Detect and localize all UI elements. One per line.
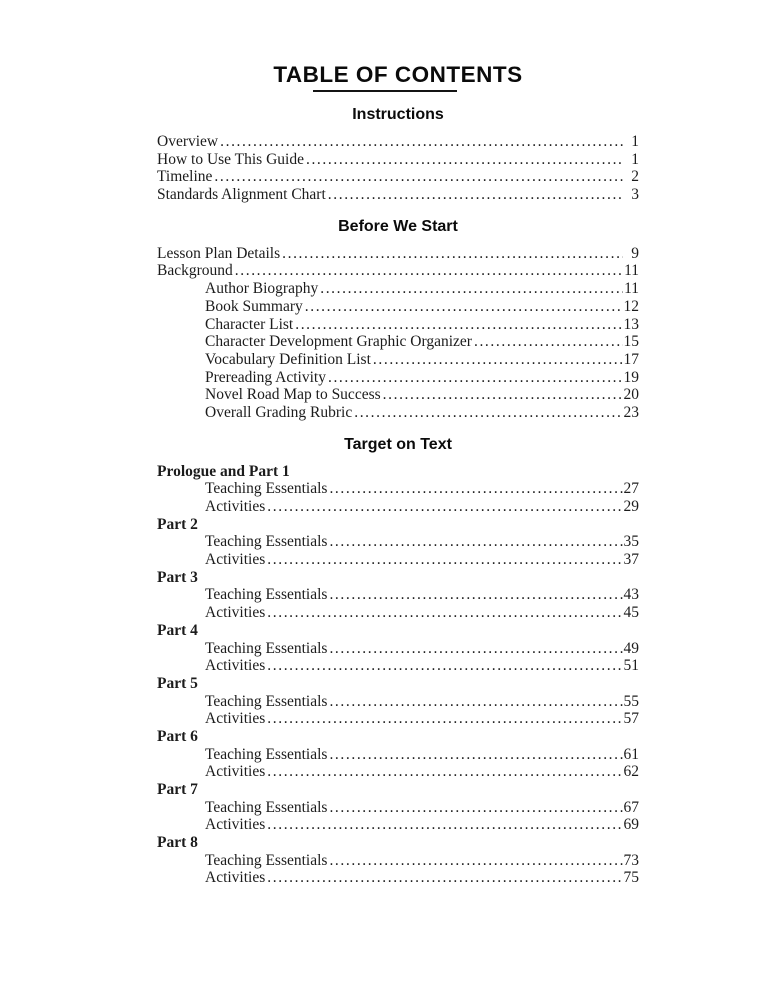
- dot-leader: [304, 151, 623, 169]
- toc-entry-label: Character List: [205, 315, 294, 333]
- toc-entry: [157, 746, 639, 764]
- toc-entry-label: Book Summary: [205, 297, 303, 315]
- toc-entry: [157, 799, 639, 817]
- toc-entry: [157, 386, 639, 404]
- dot-leader: [371, 351, 623, 369]
- toc-entry-label: Activities: [205, 498, 266, 515]
- dot-leader: [212, 168, 623, 186]
- toc-entry: [157, 533, 639, 551]
- toc-entry: [157, 710, 639, 728]
- dot-leader: [303, 298, 623, 316]
- toc-entry-label: Part 2: [157, 515, 198, 533]
- toc-entry-label: Teaching Essentials: [205, 639, 328, 657]
- toc-entry-label: Activities: [205, 551, 266, 569]
- toc-entry-page: 62: [623, 763, 639, 781]
- toc-entry-label: Teaching Essentials: [205, 692, 328, 710]
- toc-part-header: [157, 675, 639, 693]
- toc-entry: [157, 151, 639, 169]
- toc-entry-label: Activities: [205, 657, 266, 675]
- toc-entry-page: 37: [623, 551, 639, 569]
- toc-entry: [157, 498, 639, 516]
- toc-entry: [157, 640, 639, 658]
- toc-entry: [157, 333, 639, 351]
- toc-entry-page: 3: [631, 186, 639, 204]
- dot-leader: [265, 657, 623, 675]
- toc-entry: [157, 168, 639, 186]
- toc-entry: [157, 316, 639, 334]
- toc-entry: [157, 245, 639, 263]
- toc-part-header: [157, 516, 639, 534]
- dot-leader: [327, 852, 623, 870]
- toc-entry-page: 69: [623, 816, 639, 834]
- toc-entry-page: 67: [623, 798, 639, 816]
- dot-leader: [265, 816, 623, 834]
- toc-entry: [157, 604, 639, 622]
- dot-leader: [280, 245, 623, 263]
- toc-entry-page: 15: [623, 333, 639, 351]
- toc-entry: [157, 262, 639, 280]
- toc-entry-label: Timeline: [157, 168, 213, 186]
- toc-entry-page: 57: [623, 710, 639, 728]
- toc-entry: [157, 298, 639, 316]
- toc-entry-label: Activities: [205, 710, 266, 728]
- toc-entry-label: Teaching Essentials: [205, 586, 328, 604]
- toc-entry: [157, 657, 639, 675]
- toc-entry-label: Activities: [205, 869, 266, 887]
- toc-entry-label: Overall Grading Rubric: [205, 403, 353, 421]
- toc-part-header: [157, 463, 639, 481]
- dot-leader: [381, 386, 623, 404]
- toc-entry-page: 23: [623, 403, 639, 421]
- toc-entry-page: 11: [624, 280, 639, 298]
- toc-entry-page: 61: [623, 745, 639, 763]
- toc-entry: [157, 280, 639, 298]
- toc-entry-page: 1: [631, 150, 639, 168]
- toc-entry-label: Teaching Essentials: [205, 533, 328, 551]
- dot-leader: [327, 533, 623, 551]
- toc-part-header: [157, 622, 639, 640]
- toc-part-header: [157, 569, 639, 587]
- toc-entry-label: Part 7: [157, 781, 198, 798]
- toc-entry-page: 49: [623, 639, 639, 657]
- toc-entry: [157, 869, 639, 887]
- toc-entry-label: Vocabulary Definition List: [205, 350, 371, 368]
- toc-entry-page: 43: [623, 586, 639, 604]
- dot-leader: [265, 498, 623, 516]
- toc-entry-label: Part 4: [157, 621, 198, 639]
- toc-entry: [157, 586, 639, 604]
- dot-leader: [265, 604, 623, 622]
- title-underline: [313, 90, 457, 92]
- toc-entry-page: 29: [623, 498, 639, 515]
- toc-entry-label: Standards Alignment Chart: [157, 186, 326, 204]
- toc-entry-label: Part 8: [157, 834, 198, 852]
- toc-entry-label: Author Biography: [205, 280, 319, 298]
- dot-leader: [352, 404, 623, 422]
- toc-entry: [157, 351, 639, 369]
- toc-entry-label: Activities: [205, 763, 266, 781]
- toc-entry-page: 1: [631, 133, 639, 150]
- toc-entry-page: 75: [623, 869, 639, 887]
- toc-entry-label: Teaching Essentials: [205, 480, 328, 498]
- dot-leader: [327, 480, 623, 498]
- section-heading: Before We Start: [338, 217, 458, 235]
- dot-leader: [218, 133, 623, 151]
- toc-entry-label: Novel Road Map to Success: [205, 386, 381, 404]
- section-heading: Instructions: [352, 106, 444, 123]
- dot-leader: [327, 746, 623, 764]
- toc-entry: [157, 404, 639, 422]
- dot-leader: [293, 316, 623, 334]
- dot-leader: [265, 710, 623, 728]
- toc-entry: [157, 186, 639, 204]
- dot-leader: [233, 262, 623, 280]
- toc-sections: [157, 106, 639, 887]
- toc-entry: [157, 480, 639, 498]
- toc-entry-page: 13: [623, 315, 639, 333]
- toc-entry-page: 45: [623, 604, 639, 622]
- toc-entry-label: Activities: [205, 816, 266, 834]
- dot-leader: [472, 333, 623, 351]
- toc-entry-page: 9: [631, 244, 639, 262]
- toc-entry-page: 17: [623, 350, 639, 368]
- toc-entry-label: Teaching Essentials: [205, 851, 328, 869]
- toc-entry: [157, 551, 639, 569]
- toc-entry: [157, 852, 639, 870]
- toc-entry-page: 20: [623, 386, 639, 404]
- toc-entry-page: 12: [623, 297, 639, 315]
- toc-entry-label: Part 5: [157, 674, 198, 692]
- toc-entry: [157, 133, 639, 151]
- toc-entry-label: Part 3: [157, 568, 198, 586]
- toc-entry-label: Character Development Graphic Organizer: [205, 333, 472, 351]
- toc-entry: [157, 693, 639, 711]
- toc-entry-label: Prologue and Part 1: [157, 462, 290, 480]
- dot-leader: [265, 869, 623, 887]
- toc-entry-page: 11: [624, 262, 639, 280]
- dot-leader: [327, 640, 623, 658]
- toc-entry-page: 2: [631, 168, 639, 186]
- toc-entry: [157, 816, 639, 834]
- dot-leader: [326, 369, 623, 387]
- dot-leader: [318, 280, 623, 298]
- section-heading: Target on Text: [344, 435, 452, 453]
- toc-entry-label: Activities: [205, 604, 266, 622]
- dot-leader: [326, 186, 623, 204]
- toc-entry: [157, 369, 639, 387]
- toc-entry-page: 55: [623, 692, 639, 710]
- toc-content-column: [157, 62, 639, 887]
- toc-part-header: [157, 834, 639, 852]
- toc-part-header: [157, 728, 639, 746]
- toc-entry-label: Lesson Plan Details: [157, 244, 281, 262]
- toc-entry-label: Teaching Essentials: [205, 745, 328, 763]
- toc-entry-page: 51: [623, 657, 639, 675]
- toc-entry-page: 35: [623, 533, 639, 551]
- toc-entry-label: Prereading Activity: [205, 368, 326, 386]
- toc-entry-label: Overview: [157, 133, 219, 150]
- dot-leader: [265, 763, 623, 781]
- toc-entry: [157, 763, 639, 781]
- toc-entry-label: Part 6: [157, 727, 198, 745]
- toc-entry-label: How to Use This Guide: [157, 150, 304, 168]
- toc-entry-page: 27: [623, 480, 639, 498]
- page-title: TABLE OF CONTENTS: [273, 62, 523, 87]
- dot-leader: [327, 693, 623, 711]
- dot-leader: [327, 586, 623, 604]
- toc-entry-page: 73: [623, 851, 639, 869]
- toc-entry-label: Background: [157, 262, 233, 280]
- toc-entry-page: 19: [623, 368, 639, 386]
- toc-part-header: [157, 781, 639, 799]
- toc-entry-label: Teaching Essentials: [205, 798, 328, 816]
- dot-leader: [327, 799, 623, 817]
- dot-leader: [265, 551, 623, 569]
